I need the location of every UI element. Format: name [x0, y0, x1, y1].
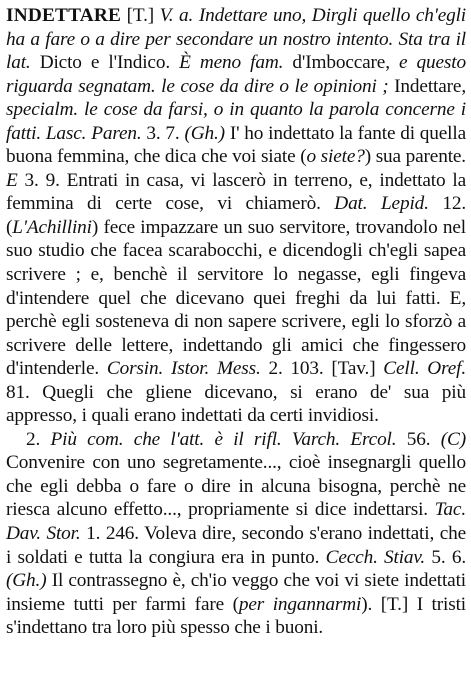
italic-text: L'Achillini [12, 216, 92, 238]
italic-text: Cecch. Stiav. [325, 546, 426, 568]
italic-text: Più com. che l'att. è il rifl. Varch. Ercol. [50, 428, 397, 450]
italic-text: e questo riguarda segnatam. le cose da dire o le opinioni ; [6, 52, 466, 97]
roman-text: ). [T.] I tristi s'indettano tra loro più spesso che i buoni. [6, 593, 466, 639]
roman-text: Convenire con uno segretamente..., cioè insegnargli quello che egli debba o fare o dire in alcuna bisogna, perchè ne riesca alcuno effetto..., propriamente si dice indettarsi. [6, 452, 466, 521]
italic-text: (C) [440, 428, 466, 450]
roman-text: ) fece impazzare un suo servitore, trovandolo nel suo studio che facea scarabocchi, e dicendogli ch'egli sapea scrivere ; e, benchè il servitore lo negasse, egli fingeva d'intendere quel che dicevano quei freghi da lui fatti. E, perchè egli sosteneva di non sapere scrivere, egli lo sforzò a scrivere delle lettere, indettando gli amici che fingessero d'intenderle. [6, 216, 466, 380]
italic-text: specialm. le cose da farsi, o in quanto la parola concerne i fatti. Lasc. Paren. [6, 99, 466, 144]
roman-text: 81. Quegli che gliene dicevano, si erano de' sua più appresso, i quali erano indettati da certi invidiosi. [6, 381, 466, 427]
entry-paragraph-2 [6, 428, 466, 640]
italic-text: o siete? [306, 146, 365, 168]
italic-text: V. a. Indettare uno, Dirgli quello ch'egli ha a fare o a dire per secondare un nostro intento. Sta tra il lat. [6, 5, 467, 74]
roman-text: 3. 9. Entrati in casa, vi lascerò in terreno, e, indettato la femmina di certe cose, vi chiamerò. [6, 169, 466, 215]
roman-text: 2. 103. [Tav.] [260, 358, 384, 380]
italic-text: Corsin. Istor. Mess. [106, 358, 261, 380]
italic-text: È meno fam. [179, 52, 284, 74]
italic-text: Cell. Oref. [383, 358, 466, 380]
italic-text: per ingannarmi [238, 593, 362, 615]
roman-text: Il contrassegno è, ch'io veggo che voi vi siete indettati insieme tutti per farmi fare ( [6, 570, 466, 615]
roman-text: 2. [26, 428, 51, 450]
paragraph-1-text [6, 5, 466, 426]
roman-text: 56. [396, 428, 441, 450]
entry-paragraph-1 [6, 4, 466, 428]
roman-text: I' ho indettato la fante di quella buona femmina, che dica che voi siate ( [6, 122, 466, 168]
italic-text: Tac. Dav. Stor. [6, 499, 466, 545]
roman-text: d'Imboccare, [283, 52, 400, 74]
paragraph-2-text [6, 429, 466, 638]
headword: INDETTARE [6, 5, 122, 26]
italic-text: Dat. Lepid. [334, 193, 429, 215]
roman-text: 1. 246. Voleva dire, secondo s'erano indettati, che i soldati e tutta la congiura era in punto. [6, 523, 466, 568]
roman-text: 12. ( [6, 193, 466, 238]
roman-text: 5. 6. [425, 546, 466, 568]
roman-text: [T.] [121, 5, 160, 26]
dictionary-entry [6, 4, 466, 640]
roman-text: ) sua parente. [364, 146, 466, 168]
italic-text: (Gh.) [184, 122, 225, 144]
roman-text: Indettare, [388, 75, 466, 97]
italic-text: (Gh.) [6, 570, 47, 592]
roman-text: 3. 7. [141, 122, 185, 144]
italic-text: E [6, 169, 18, 191]
roman-text: Dicto e l'Indico. [30, 52, 180, 74]
